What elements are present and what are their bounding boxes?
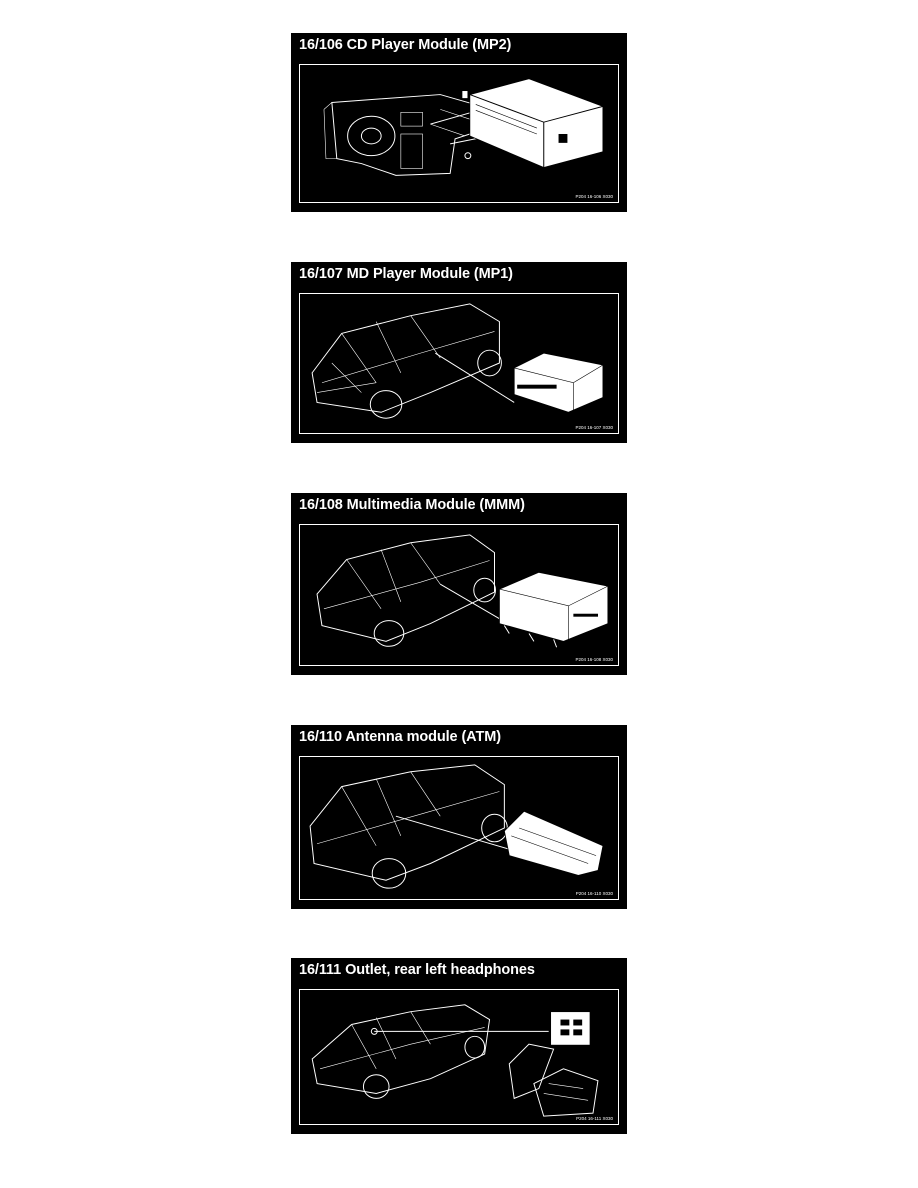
antenna-module-illustration	[300, 757, 618, 899]
cd-player-illustration	[300, 65, 618, 202]
figure-reference-code: P204 16-111 X030	[576, 1116, 613, 1121]
illustration-frame	[299, 293, 619, 434]
headphone-outlet-illustration	[300, 990, 618, 1124]
figure-headphone-outlet	[291, 958, 627, 1134]
multimedia-module-illustration	[300, 525, 618, 665]
figure-title: 16/110 Antenna module (ATM)	[299, 729, 501, 745]
figure-cd-player-module	[291, 33, 627, 212]
figure-reference-code: P204 16-106 X030	[575, 194, 613, 199]
figure-antenna-module	[291, 725, 627, 909]
figure-title: 16/111 Outlet, rear left headphones	[299, 962, 535, 978]
illustration-frame	[299, 989, 619, 1125]
figure-title: 16/108 Multimedia Module (MMM)	[299, 497, 525, 513]
figure-reference-code: P204 16-110 X030	[575, 891, 613, 896]
figure-reference-code: P204 16-108 X030	[575, 657, 613, 662]
figure-reference-code: P204 16-107 X030	[575, 425, 613, 430]
figure-title: 16/107 MD Player Module (MP1)	[299, 266, 513, 282]
figure-md-player-module	[291, 262, 627, 443]
md-player-illustration	[300, 294, 618, 433]
illustration-frame	[299, 524, 619, 666]
figure-title: 16/106 CD Player Module (MP2)	[299, 37, 512, 53]
illustration-frame	[299, 64, 619, 203]
illustration-frame	[299, 756, 619, 900]
figure-multimedia-module	[291, 493, 627, 675]
